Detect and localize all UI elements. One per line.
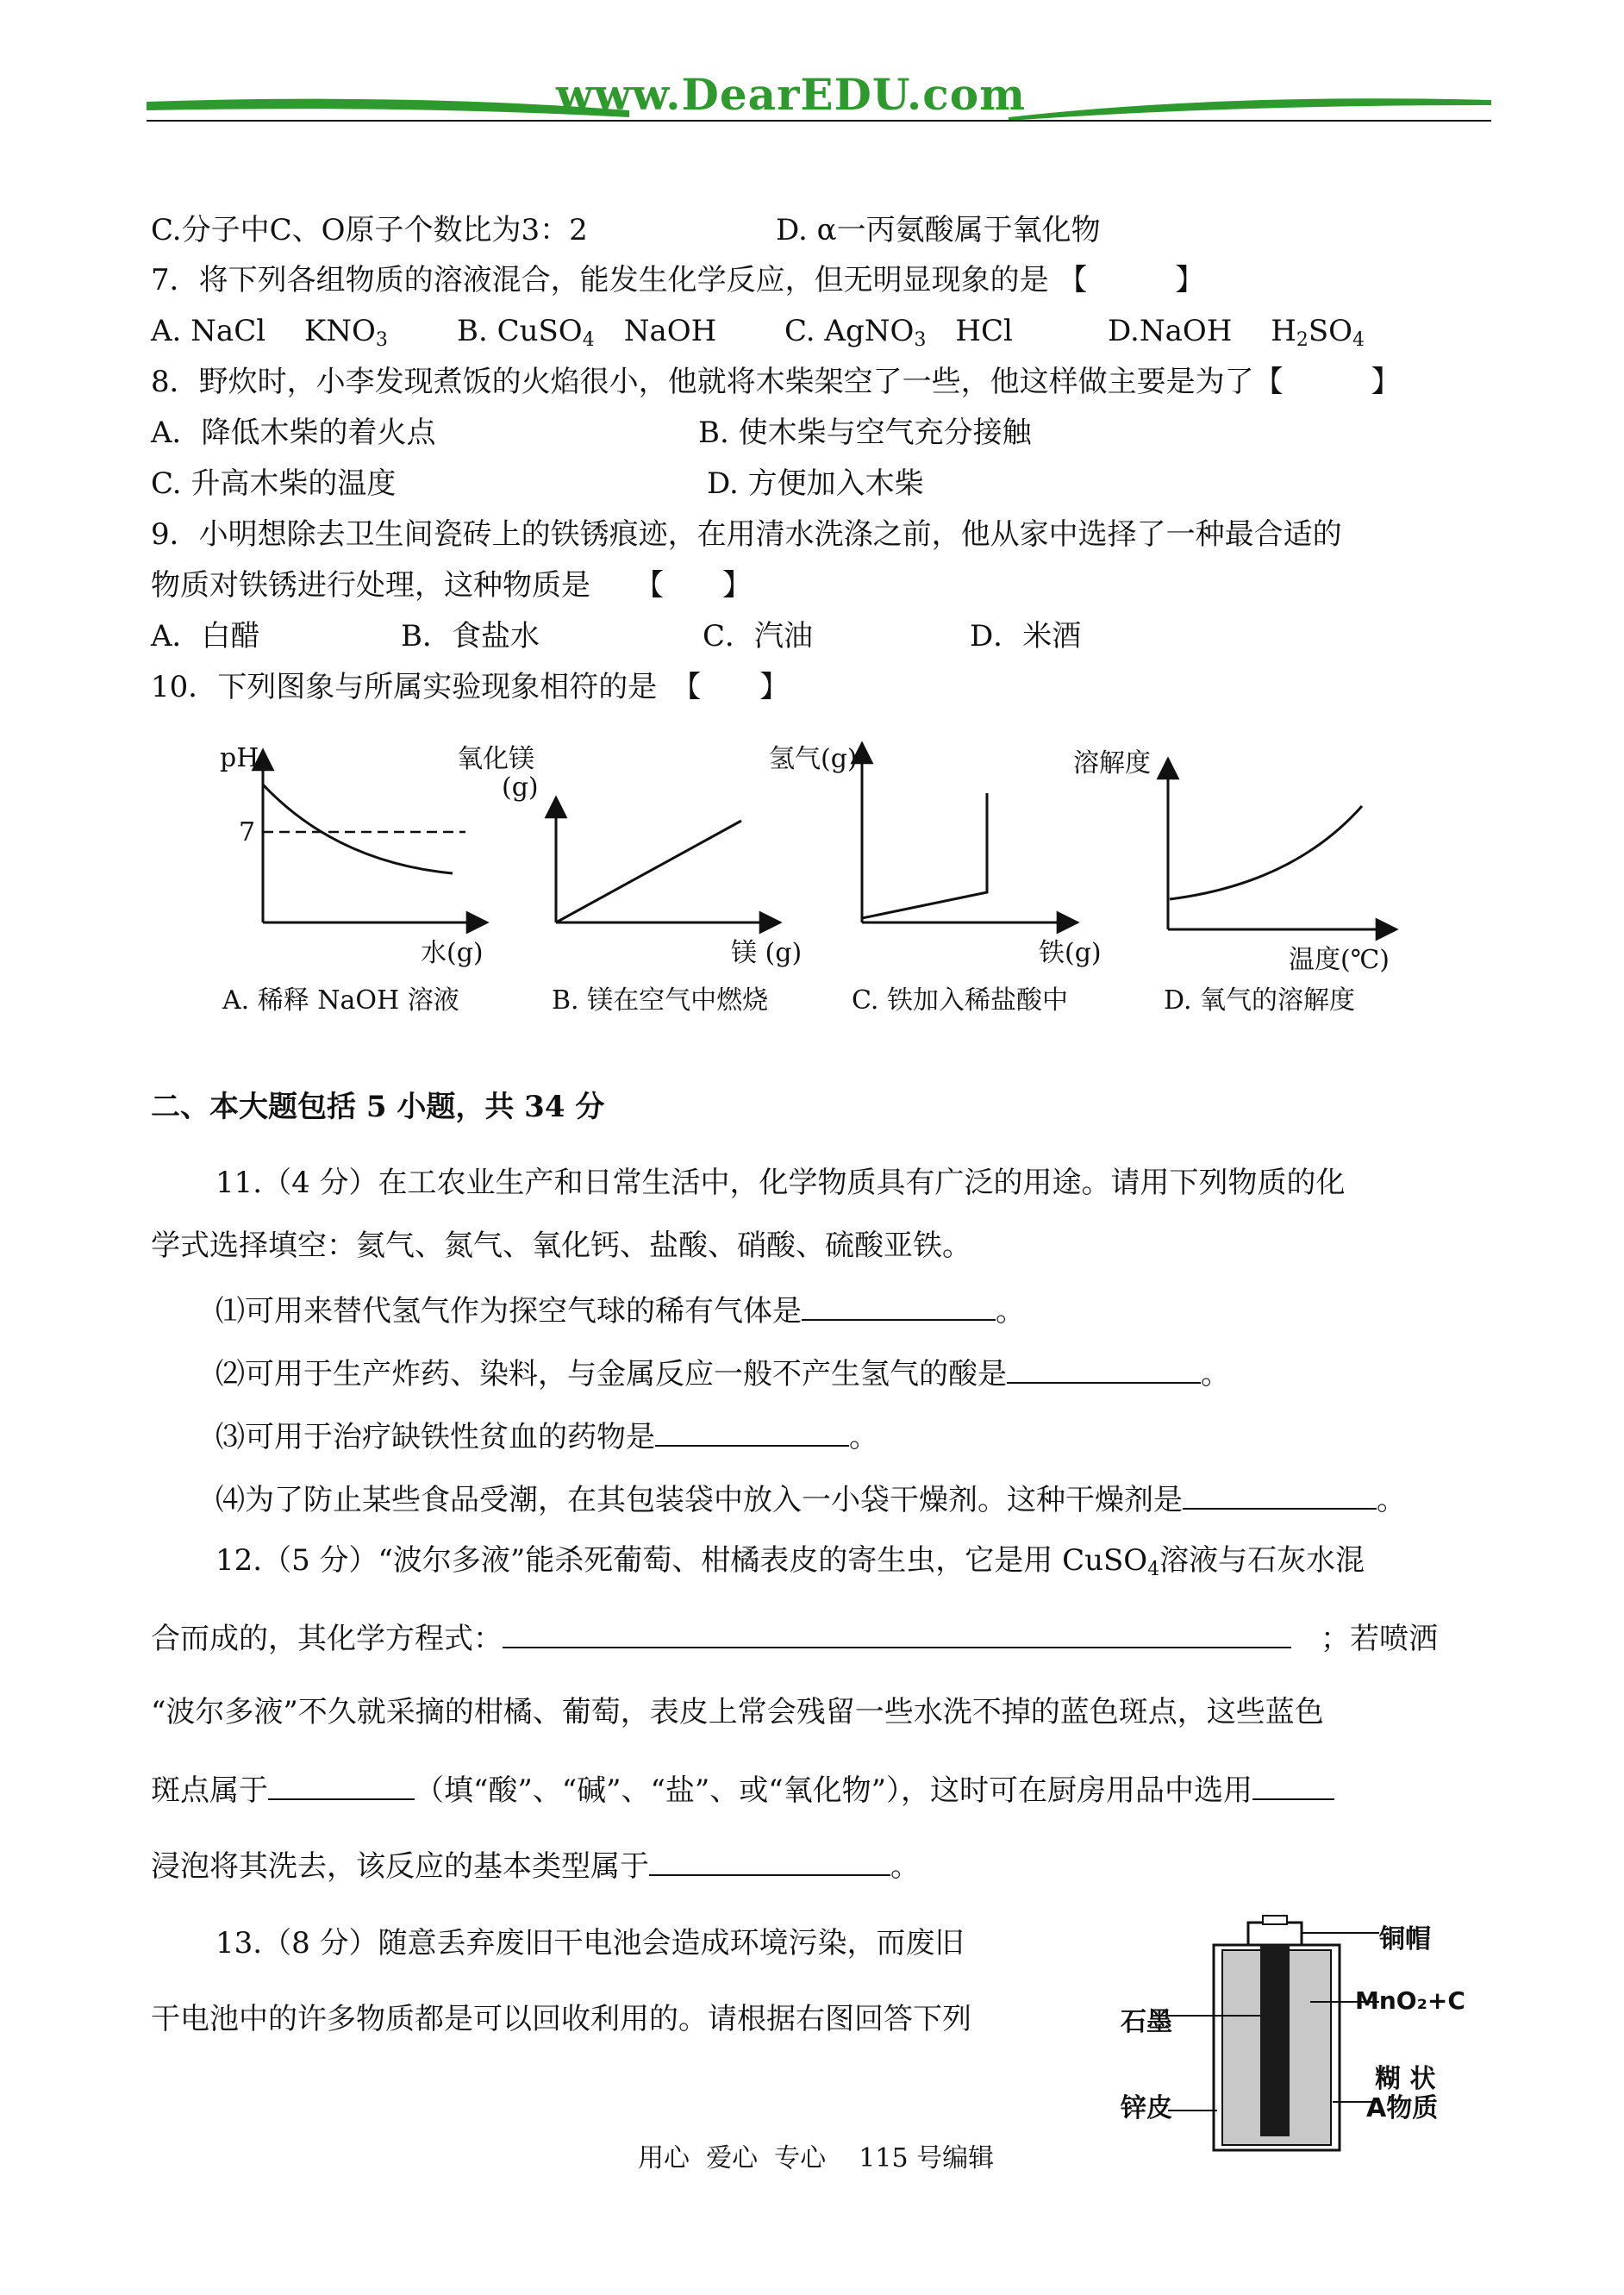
graph-d-xlabel: 温度(℃) [1289,945,1390,975]
question-8: 8．野炊时，小李发现煮饭的火焰很小，他就将木柴架空了一些，他这样做主要是为了【 】 [151,365,1401,399]
option-c-line: C.分子中C、O原子个数比为3：2 [151,213,588,247]
graph-a-xlabel: 水(g) [421,938,484,968]
q9-option-d: D．米酒 [970,619,1082,653]
answer-blank[interactable] [649,1845,890,1876]
label-paste: 糊 状 [1375,2064,1436,2094]
label-copper-cap: 铜帽 [1379,1924,1431,1954]
graph-c-xlabel: 铁(g) [1039,938,1102,968]
q9-option-a: A．白醋 [151,619,260,653]
question-9: 9．小明想除去卫生间瓷砖上的铁锈痕迹，在用清水洗涤之前，他从家中选择了一种最合适的 [151,517,1342,552]
graph-a-caption: A. 稀释 NaOH 溶液 [222,985,459,1016]
label-substance-a: A物质 [1366,2093,1439,2123]
q8-option-b: B. 使木柴与空气充分接触 [698,416,1032,450]
q7-option-b: B. CuSO$_4$ NaOH [457,314,717,351]
answer-blank[interactable] [1183,1479,1377,1510]
question-11-cont: 学式选择填空：氦气、氮气、氧化钙、盐酸、硝酸、硫酸亚铁。 [151,1229,971,1263]
header-banner [147,67,1491,128]
q8-option-c: C. 升高木柴的温度 [151,466,397,501]
q7-option-a: A. NaCl $KNO_3$ [151,314,388,351]
section-2-title: 二、本大题包括 5 小题，共 34 分 [151,1090,605,1124]
label-zinc: 锌皮 [1121,2093,1172,2123]
graph-b [556,797,780,922]
answer-blank[interactable] [1007,1353,1201,1384]
answer-blank[interactable] [802,1290,996,1321]
graph-c-caption: C. 铁加入稀盐酸中 [852,985,1068,1016]
q9-option-b: B．食盐水 [401,619,540,653]
q7-option-c: C. AgNO$_3$ HCl [784,314,1013,351]
q11-item-4: ⑷为了防止某些食品受潮，在其包装袋中放入一小袋干燥剂。这种干燥剂是 。 [215,1479,1406,1519]
q9-option-c: C．汽油 [703,619,814,653]
q11-item-3: ⑶可用于治疗缺铁性贫血的药物是 。 [215,1416,878,1456]
graph-c-ylabel: 氢气(g) [769,744,858,774]
question-13-cont: 干电池中的许多物质都是可以回收利用的。请根据右图回答下列 [151,2002,971,2036]
graph-a-tick-7: 7 [239,817,256,847]
question-12-blanks: 斑点属于 （填“酸”、“碱”、“盐”、或“氧化物”），这时可在厨房用品中选用 [151,1769,1334,1810]
graph-d [1168,759,1396,929]
label-mno2: MnO₂+C [1355,1986,1465,2015]
option-d-line: D. α一丙氨酸属于氧化物 [776,213,1101,247]
page-footer: 用心 爱心 专心 115 号编辑 [638,2143,995,2173]
question-13: 13.（8 分）随意丢弃废旧干电池会造成环境污染，而废旧 [215,1926,965,1960]
graph-b-ylabel-unit: (g) [502,772,539,803]
q11-item-2: ⑵可用于生产炸药、染料，与金属反应一般不产生氢气的酸是 。 [215,1353,1230,1393]
q7-option-d: D.NaOH $H_2SO_4$ [1108,314,1365,351]
answer-blank[interactable] [655,1416,849,1447]
q8-option-a: A．降低木柴的着火点 [151,416,436,450]
question-12-end: 浸泡将其洗去，该反应的基本类型属于 。 [151,1845,920,1885]
q11-item-1: ⑴可用来替代氢气作为探空气球的稀有气体是 。 [215,1290,1025,1330]
question-7: 7．将下列各组物质的溶液混合，能发生化学反应，但无明显现象的是 【 】 [151,263,1205,297]
question-10: 10．下列图象与所属实验现象相符的是 【 】 [151,670,790,704]
site-logo-text: www.DearEDU.com [556,69,1027,120]
graph-b-caption: B. 镁在空气中燃烧 [552,985,769,1016]
question-12-cont: “波尔多液”不久就采摘的柑橘、葡萄，表皮上常会残留一些水洗不掉的蓝色斑点，这些蓝色 [151,1695,1324,1729]
graph-a-ylabel: pH [220,743,259,773]
question-12: 12.（5 分）“波尔多液”能杀死葡萄、柑橘表皮的寄生虫，它是用 CuSO$_4$溶液与石灰水混 [215,1543,1365,1580]
question-9-cont: 物质对铁锈进行处理，这种物质是 【 】 [151,568,752,603]
answer-blank[interactable] [268,1769,415,1800]
graph-b-xlabel: 镁 (g) [731,938,803,968]
question-11: 11.（4 分）在工农业生产和日常生活中，化学物质具有广泛的用途。请用下列物质的化 [215,1166,1346,1200]
graph-d-caption: D. 氧气的溶解度 [1164,985,1356,1016]
label-graphite: 石墨 [1121,2007,1172,2037]
graph-c [862,743,1077,922]
q8-option-d: D. 方便加入木柴 [707,466,924,501]
graph-a [263,750,487,922]
question-12-equation-line: 合而成的，其化学方程式： ；若喷洒 [151,1617,1438,1658]
equation-blank[interactable] [503,1617,1291,1648]
graph-b-ylabel: 氧化镁 [457,744,534,774]
answer-blank[interactable] [1252,1769,1334,1800]
graph-d-ylabel: 溶解度 [1073,748,1151,779]
